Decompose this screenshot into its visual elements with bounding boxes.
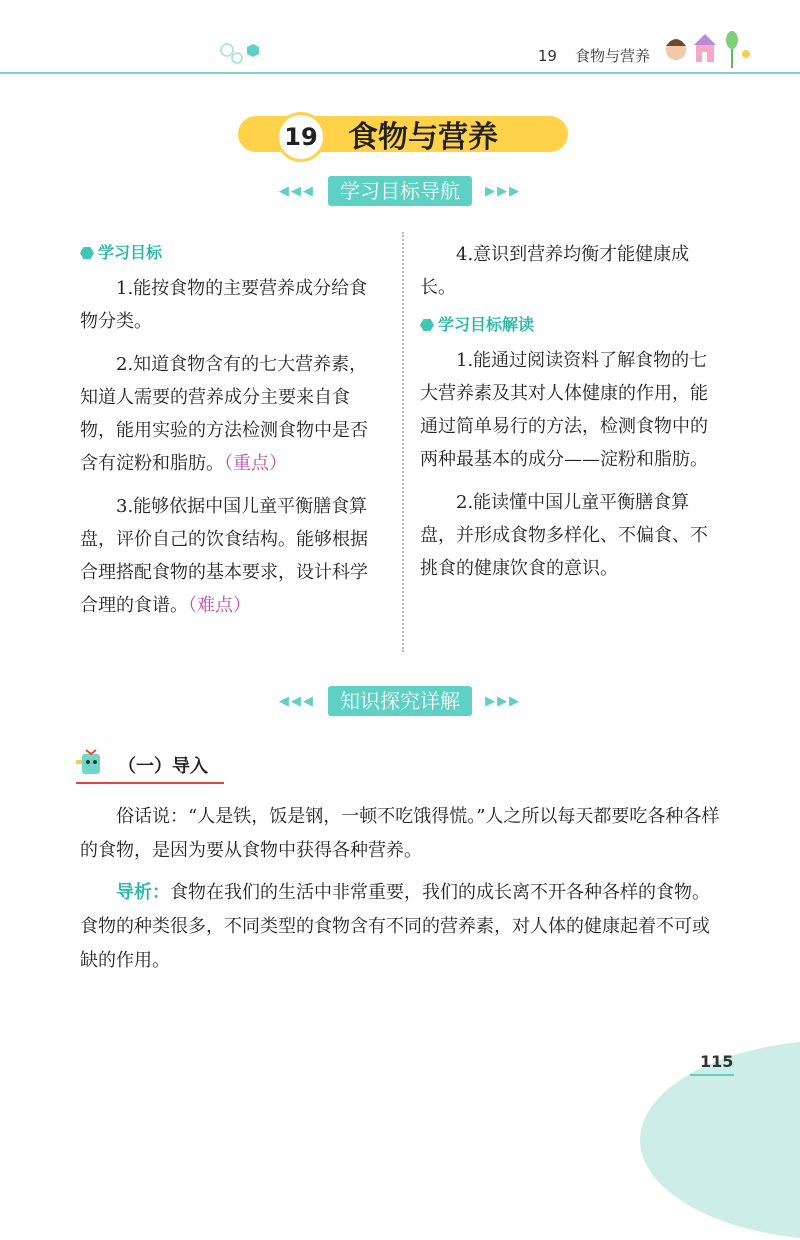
- banner-label: 知识探究详解: [328, 686, 472, 716]
- running-header: [538, 45, 650, 66]
- banner-label: 学习目标导航: [328, 176, 472, 206]
- analysis-paragraph: [80, 876, 726, 978]
- left-column: [80, 238, 382, 622]
- learning-goals-heading: 学习目标: [80, 238, 382, 268]
- right-column: [420, 238, 724, 585]
- intro-heading: （一）导入: [118, 756, 208, 777]
- goal-item-4: 4.意识到营养均衡才能健康成长。: [420, 244, 690, 298]
- section-banner-knowledge: [0, 686, 800, 716]
- goal-item-2: 2.知道食物含有的七大营养素，知道人需要的营养成分主要来自食物，能用实验的方法检测食物中是否含有淀粉和脂肪。（重点）: [80, 354, 368, 474]
- interpretation-item-1: 1.能通过阅读资料了解食物的七大营养素及其对人体健康的作用，能通过简单易行的方法，检测食物中的两种最基本的成分——淀粉和脂肪。: [420, 350, 708, 470]
- goal-item-3: 3.能够依据中国儿童平衡膳食算盘，评价自己的饮食结构。能够根据合理搭配食物的基本要求，设计科学合理的食谱。（难点）: [80, 496, 368, 616]
- header-chapter-title: 食物与营养: [574, 47, 650, 65]
- difficulty-mark: （难点）: [188, 595, 251, 616]
- goal-interpretation-heading: 学习目标解读: [420, 310, 724, 340]
- hexagon-icon: [80, 247, 94, 259]
- kids-illustration-icon: [662, 28, 754, 72]
- analysis-text: 食物在我们的生活中非常重要，我们的成长离不开各种各样的食物。食物的种类很多，不同类型的食物含有不同的营养素，对人体的健康起着不可或缺的作用。: [80, 882, 710, 971]
- analysis-label: 导析：: [116, 882, 170, 903]
- page-title: 食物与营养: [348, 120, 498, 155]
- intro-paragraph: 俗话说：“人是铁，饭是钢，一顿不吃饿得慌。”人之所以每天都要吃各种各样的食物，是因为要从食物中获得各种营养。: [80, 806, 720, 861]
- key-point-mark: （重点）: [224, 453, 287, 474]
- page-number: 115: [700, 1052, 734, 1071]
- header-line: [0, 72, 800, 74]
- right-arrows-icon: ▶▶▶: [485, 693, 522, 709]
- header-chapter-number: 19: [537, 47, 557, 65]
- column-divider: [402, 232, 404, 652]
- section-banner-goals: [0, 176, 800, 206]
- page-number-underline: [690, 1074, 734, 1076]
- interpretation-item-2: 2.能读懂中国儿童平衡膳食算盘，并形成食物多样化、不偏食、不挑食的健康饮食的意识。: [420, 492, 708, 579]
- hexagon-icon: [420, 319, 434, 331]
- left-arrows-icon: ◀◀◀: [278, 693, 315, 709]
- goal-item-1: 1.能按食物的主要营养成分给食物分类。: [80, 278, 368, 332]
- circles-decoration-icon: [205, 38, 265, 68]
- left-arrows-icon: ◀◀◀: [278, 183, 315, 199]
- right-arrows-icon: ▶▶▶: [485, 183, 522, 199]
- chapter-number-badge: 19: [276, 112, 326, 162]
